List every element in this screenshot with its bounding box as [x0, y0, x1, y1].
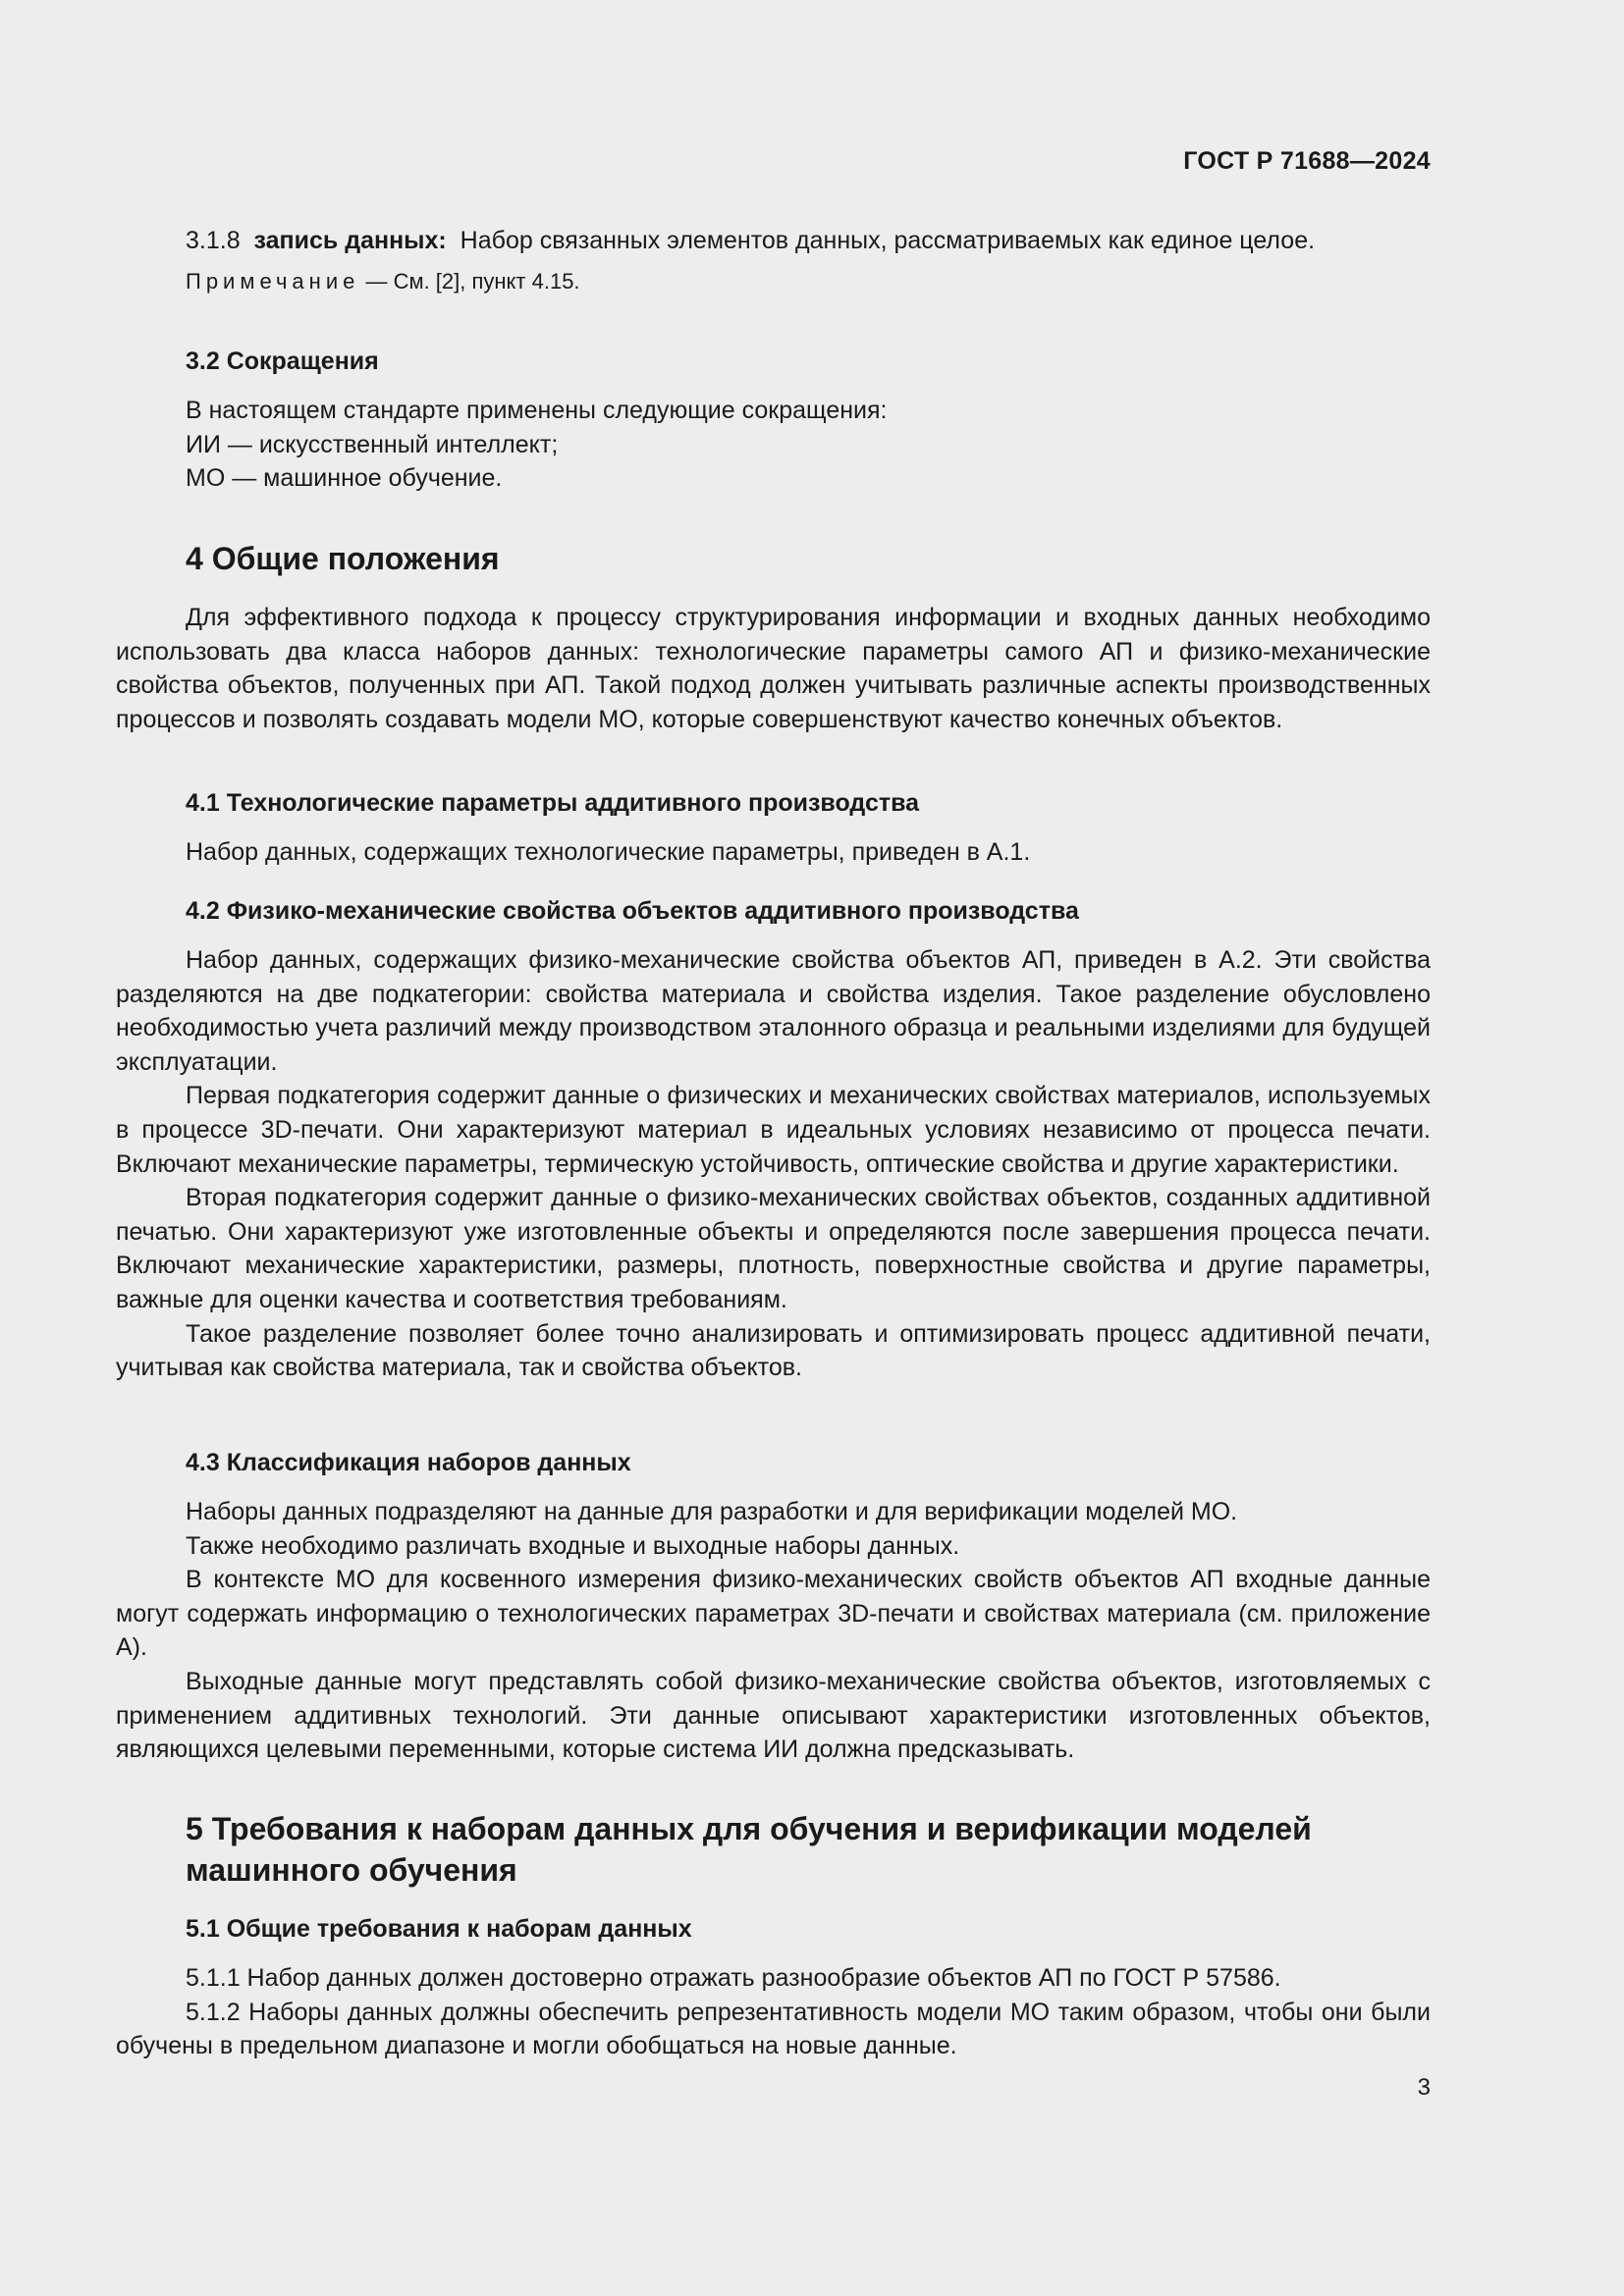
heading-3-2: 3.2 Сокращения: [186, 347, 379, 375]
abbreviation-item: ИИ — искусственный интеллект;: [186, 430, 559, 458]
abbreviation-item: МО — машинное обучение.: [186, 464, 503, 493]
paragraph: 5.1.2 Наборы данных должны обеспечить репрезентативность модели МО таким образом, чтобы они были обучены в предельном диапазоне и могли обобщаться на новые данные.: [116, 1998, 1431, 2060]
section-4-3-body: [116, 1495, 1431, 1767]
paragraph: Первая подкатегория содержит данные о физических и механических свойствах материалов, используемых в процессе 3D-печати. Они характеризуют материал в идеальных условиях независимо от процесса печати. Включают механические параметры, термическую устойчивость, оптические свойства и другие характеристики.: [116, 1082, 1431, 1178]
paragraph: Наборы данных подразделяют на данные для разработки и для верификации моделей МО.: [186, 1498, 1238, 1525]
paragraph: Для эффективного подхода к процессу структурирования информации и входных данных необходимо использовать два класса наборов данных: технологические параметры самого АП и физико-механические свойства объектов, полученных при АП. Такой подход должен учитывать различные аспекты производственных процессов и позволять создавать модели МО, которые совершенствуют качество конечных объектов.: [116, 604, 1431, 733]
section-4-1: [116, 786, 1431, 870]
paragraph: Набор данных, содержащих физико-механические свойства объектов АП, приведен в А.2. Эти свойства разделяются на две подкатегории: свойства материала и свойства изделия. Такое разделение обусловлено необходимостью учета различий между производством эталонного образца и реальными изделиями для будущей эксплуатации.: [116, 946, 1431, 1076]
paragraph: Такое разделение позволяет более точно анализировать и оптимизировать процесс аддитивной печати, учитывая как свойства материала, так и свойства объектов.: [116, 1319, 1431, 1382]
section-5-1-body: [116, 1961, 1431, 2063]
abbreviations-intro: В настоящем стандарте применены следующие сокращения:: [186, 397, 888, 424]
paragraph: Набор данных, содержащих технологические параметры, приведен в А.1.: [186, 838, 1031, 866]
paragraph: Выходные данные могут представлять собой физико-механические свойства объектов, изготовляемых с применением аддитивных технологий. Эти данные описывают характеристики изготовленных объектов, являющихся целевыми переменными, которые система ИИ должна предсказывать.: [116, 1667, 1431, 1764]
heading-4-2: 4.2 Физико-механические свойства объектов аддитивного производства: [186, 897, 1079, 925]
note-3-1-8: [116, 267, 1431, 296]
section-5: [116, 1808, 1431, 1891]
section-4-3: [116, 1446, 1431, 1767]
section-5-1: [116, 1912, 1431, 2063]
section-4-2: [116, 894, 1431, 1385]
heading-5-1: 5.1 Общие требования к наборам данных: [186, 1915, 692, 1943]
heading-4: 4 Общие положения: [186, 541, 500, 576]
heading-5-line1: 5 Требования к наборам данных для обучения и верификации моделей: [186, 1811, 1312, 1846]
paragraph: В контексте МО для косвенного измерения физико-механических свойств объектов АП входные данные могут содержать информацию о технологических параметрах 3D-печати и свойствах материала (см. приложение А).: [116, 1566, 1431, 1662]
section-4: [116, 538, 1431, 736]
heading-5-line2: машинного обучения: [186, 1852, 517, 1888]
paragraph: Вторая подкатегория содержит данные о физико-механических свойствах объектов, созданных аддитивной печатью. Они характеризуют уже изготовленные объекты и определяются после завершения процесса печати. Включают механические характеристики, размеры, плотность, поверхностные свойства и другие параметры, важные для оценки качества и соответствия требованиям.: [116, 1184, 1431, 1313]
heading-5: [116, 1808, 1431, 1891]
section-3-2: [116, 345, 1431, 496]
note-text: — См. [2], пункт 4.15.: [359, 268, 580, 294]
heading-4-3: 4.3 Классификация наборов данных: [186, 1449, 631, 1476]
definition-3-1-8: [116, 224, 1431, 258]
section-3-1-8: [116, 224, 1431, 296]
page-number: 3: [1417, 2074, 1431, 2101]
definition-number: 3.1.8: [186, 227, 241, 254]
abbreviations-block: [116, 394, 1431, 496]
definition-term: запись данных:: [253, 227, 447, 254]
paragraph: Также необходимо различать входные и выходные наборы данных.: [186, 1531, 960, 1560]
paragraph: 5.1.1 Набор данных должен достоверно отражать разнообразие объектов АП по ГОСТ Р 57586.: [186, 1964, 1281, 1992]
standard-code: ГОСТ Р 71688—2024: [1183, 147, 1431, 175]
heading-4-1: 4.1 Технологические параметры аддитивного производства: [186, 789, 920, 817]
section-4-2-body: [116, 943, 1431, 1385]
note-label: Примечание: [186, 268, 360, 294]
definition-text: Набор связанных элементов данных, рассматриваемых как единое целое.: [460, 227, 1316, 254]
